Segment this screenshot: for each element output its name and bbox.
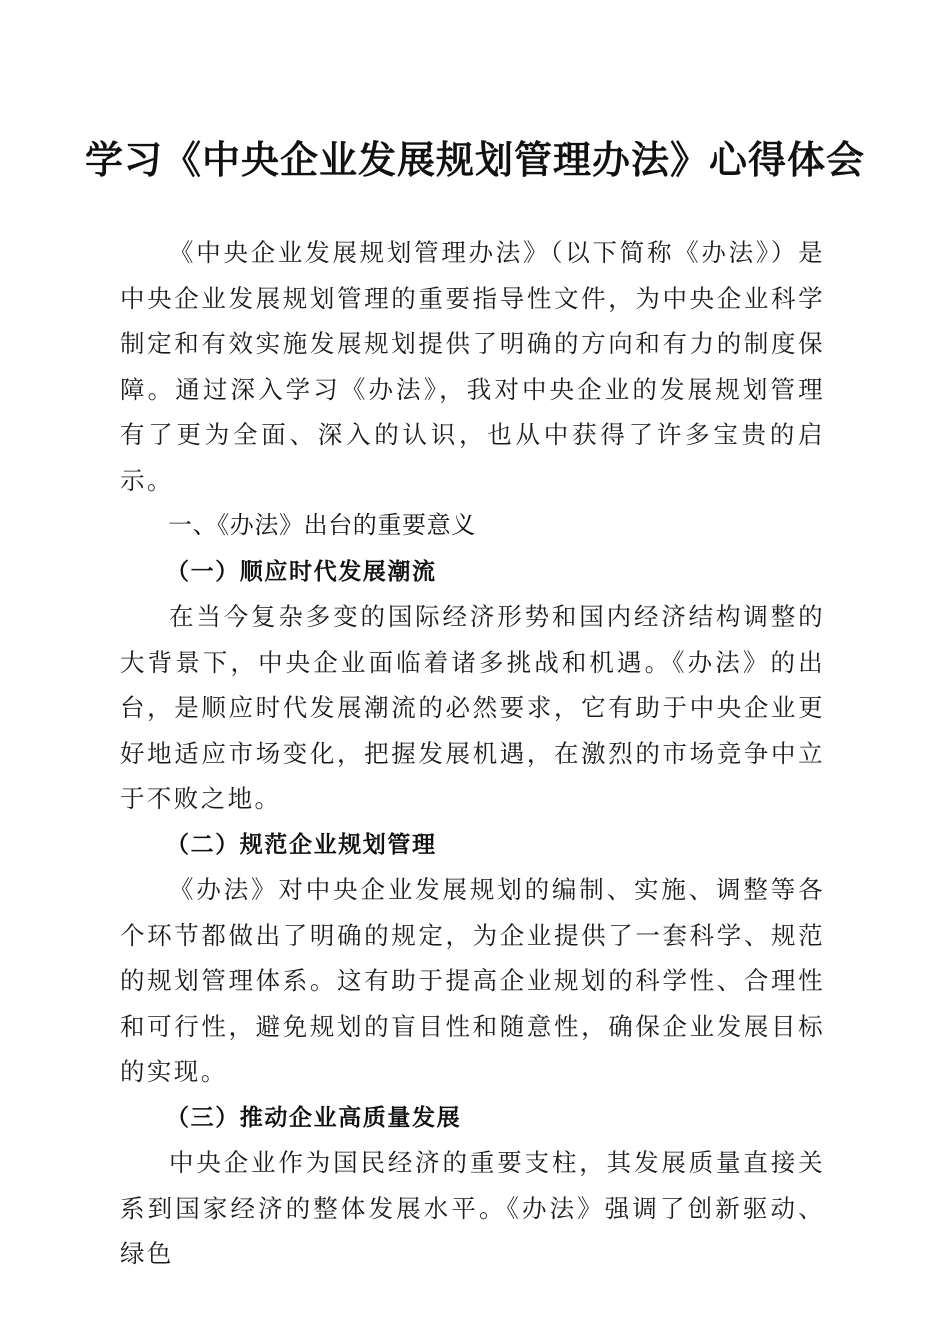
subsection-paragraph-standardize: 《办法》对中央企业发展规划的编制、实施、调整等各个环节都做出了明确的规定，为企业提供了一套科学、规范的规划管理体系。这有助于提高企业规划的科学性、合理性和可行性，避免规划的盲目性和随意性，确保企业发展目标的实现。	[120, 875, 825, 1086]
section-heading-significance: 一、《办法》出台的重要意义	[168, 511, 476, 539]
document-title: 学习《中央企业发展规划管理办法》心得体会	[84, 137, 865, 182]
intro-paragraph: 《中央企业发展规划管理办法》（以下简称《办法》）是中央企业发展规划管理的重要指导性文件，为中央企业科学制定和有效实施发展规划提供了明确的方向和有力的制度保障。通过深入学习《办法》，我对中央企业的发展规划管理有了更为全面、深入的认识，也从中获得了许多宝贵的启示。	[120, 238, 825, 495]
subsection-paragraph-quality: 中央企业作为国民经济的重要支柱，其发展质量直接关系到国家经济的整体发展水平。《办法》强调了创新驱动、绿色	[120, 1148, 825, 1268]
subsection-paragraph-trend: 在当今复杂多变的国际经济形势和国内经济结构调整的大背景下，中央企业面临着诸多挑战和机遇。《办法》的出台，是顺应时代发展潮流的必然要求，它有助于中央企业更好地适应市场变化，把握发展机遇，在激烈的市场竞争中立于不败之地。	[120, 602, 825, 813]
subsection-heading-trend: （一）顺应时代发展潮流	[166, 557, 437, 585]
document-body	[120, 230, 825, 1277]
subsection-heading-standardize: （二）规范企业规划管理	[166, 830, 437, 858]
subsection-heading-quality: （三）推动企业高质量发展	[166, 1103, 462, 1131]
